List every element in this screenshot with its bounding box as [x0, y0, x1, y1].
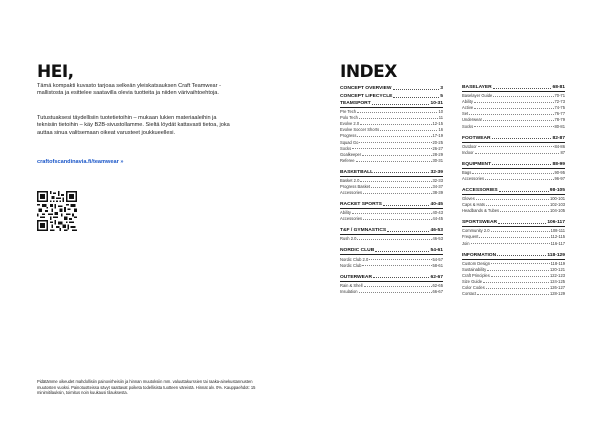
item-pages: 90-95 — [554, 169, 565, 175]
index-section-heading[interactable] — [462, 253, 565, 260]
item-pages: 126-127 — [549, 284, 565, 290]
item-pages: 54-57 — [432, 256, 443, 262]
index-section-heading[interactable] — [462, 136, 565, 143]
item-pages: 108-111 — [550, 228, 565, 234]
index-section — [340, 228, 443, 241]
item-pages: 102-103 — [549, 202, 565, 208]
index-item[interactable] — [340, 157, 443, 163]
item-label: Accessories — [462, 175, 485, 181]
item-label: Goalkeeper — [340, 151, 362, 157]
item-pages: 118-119 — [550, 260, 565, 266]
index-section — [340, 170, 443, 195]
index-item[interactable] — [340, 215, 443, 221]
index-section-heading[interactable] — [340, 228, 443, 235]
item-label: Active — [462, 105, 474, 111]
index-title: INDEX — [340, 62, 397, 82]
dot-leader — [483, 282, 549, 283]
dot-leader — [471, 243, 550, 244]
item-pages: 40-43 — [432, 210, 443, 216]
item-label: Contact — [462, 291, 477, 297]
item-pages: 58-61 — [432, 262, 443, 268]
index-section-heading[interactable] — [340, 93, 443, 100]
dot-leader — [486, 205, 549, 206]
index-item[interactable] — [462, 290, 565, 296]
item-label: Underwear — [462, 117, 483, 123]
section-pages: 82-87 — [552, 135, 565, 141]
index-section — [462, 220, 565, 245]
item-label: Frequent — [462, 234, 479, 240]
dot-leader — [356, 161, 432, 162]
section-label: ACCESSORIES — [462, 187, 498, 193]
item-pages: 100-101 — [549, 196, 565, 202]
index-item[interactable] — [462, 207, 565, 213]
section-label: TEAMSPORT — [340, 101, 371, 106]
item-pages: 20-25 — [432, 139, 443, 145]
dot-leader — [363, 193, 431, 194]
footer-disclaimer: Pidätämme oikeudet mahdollisiin painovirheisiin ja hinnan muutoksiin mm. valuuttakurssien tai raaka-ainekustannusten muutosten vuoksi. Painotuotteissa sävyt saattavat poiketa todellisista tuotteen väreistä. Hinnat alv. 0%. Kauppaehdot: 15 minimitilauksin, toimitus noin kuukausi tilauksesta. — [37, 379, 256, 396]
section-label: BASELAYER — [462, 85, 492, 90]
dot-leader — [483, 120, 553, 121]
section-pages: 118-129 — [547, 252, 565, 258]
dot-leader — [375, 251, 429, 252]
dot-leader — [387, 231, 429, 232]
dot-leader — [498, 223, 546, 224]
item-label: Socks — [462, 123, 474, 129]
dot-leader — [374, 172, 429, 173]
section-label: OUTERWEAR — [340, 274, 372, 280]
index-section — [340, 202, 443, 221]
dot-leader — [499, 191, 549, 192]
item-label: Sustainability — [462, 266, 487, 272]
item-label: Insulation — [340, 288, 358, 294]
index-section-heading[interactable] — [340, 85, 443, 92]
dot-leader — [357, 136, 431, 137]
dot-leader — [362, 265, 431, 266]
dot-leader — [383, 205, 430, 206]
dot-leader — [360, 124, 431, 125]
index-section-heading[interactable] — [340, 248, 443, 255]
item-label: Baselayer Guide — [462, 93, 493, 99]
dot-leader — [477, 294, 549, 295]
item-label: Ability — [462, 99, 473, 105]
index-section — [340, 85, 443, 92]
intro-paragraph-2: Tutustuaksesi täydellisiin tuotetietoihin – mukaan lukien materiaaleihin ja teknisiin tietoihin – käy B2B-sivustollamme. Sieltä löydät kattavasti tietoa, joka auttaa sinua valitsemaan oikeat varusteet joukkueellesi. — [37, 115, 230, 136]
item-pages: 38-39 — [432, 190, 443, 196]
item-label: Set — [462, 111, 469, 117]
item-pages: 72-73 — [554, 99, 565, 105]
dot-leader — [491, 263, 550, 264]
item-label: Polo Tech — [340, 115, 358, 121]
dot-leader — [359, 142, 431, 143]
item-label: Community 2.0 — [462, 228, 490, 234]
item-label: Craft Principles — [462, 272, 490, 278]
item-label: Indoor — [462, 149, 474, 155]
index-section-heading[interactable] — [340, 275, 443, 282]
dot-leader — [492, 138, 552, 139]
item-pages: 96-97 — [554, 175, 565, 181]
item-pages: 30-31 — [432, 157, 443, 163]
item-label: Bags — [462, 169, 472, 175]
index-item[interactable] — [340, 235, 443, 241]
dot-leader — [486, 288, 549, 289]
section-label: CONCEPT OVERVIEW — [340, 86, 392, 91]
item-pages: 12-15 — [432, 121, 443, 127]
dot-leader — [487, 270, 549, 271]
item-label: Nordic Club 2.0 — [340, 256, 369, 262]
item-label: Socks — [340, 145, 352, 151]
index-section-heading[interactable] — [340, 202, 443, 209]
dot-leader — [372, 104, 430, 105]
section-pages: 106-117 — [547, 220, 565, 226]
section-label: RACKET SPORTS — [340, 202, 382, 208]
index-section — [462, 253, 565, 297]
item-label: Custom Design — [462, 260, 490, 266]
dot-leader — [373, 277, 430, 278]
item-label: Evolve Soccer Shorts — [340, 127, 380, 133]
item-pages: 120-121 — [549, 266, 565, 272]
teamwear-link[interactable]: craftofscandinavia.fi/teamwear » — [37, 159, 124, 165]
qr-code-icon[interactable] — [37, 191, 77, 231]
dot-leader — [357, 239, 431, 240]
item-pages: 80-81 — [554, 123, 565, 129]
dot-leader — [469, 114, 553, 115]
item-label: Squad Go — [340, 139, 359, 145]
item-label: Referee — [340, 157, 355, 163]
item-label: Join — [462, 240, 470, 246]
item-label: Color Codes — [462, 284, 485, 290]
section-label: FOOTWEAR — [462, 135, 491, 141]
section-pages: 32-39 — [430, 169, 443, 175]
dot-leader — [500, 211, 549, 212]
item-pages: 28-29 — [432, 151, 443, 157]
dot-leader — [485, 179, 553, 180]
index-section — [462, 85, 565, 129]
item-pages: 128-129 — [549, 291, 565, 297]
item-pages: 16 — [438, 127, 443, 133]
intro-paragraph-1: Tämä kompakti kuvasto tarjoaa selkeän yleiskatsauksen Craft Teamwear -mallistosta ja esittelee saatavilla olevia tuotteita ja niiden värivaihtoehtoja. — [37, 83, 221, 97]
section-pages: 40-45 — [430, 202, 443, 208]
dot-leader — [359, 118, 438, 119]
index-section — [462, 188, 565, 213]
section-pages: 88-99 — [552, 161, 565, 167]
section-pages: 98-105 — [549, 187, 565, 193]
index-section-heading[interactable] — [340, 101, 443, 108]
dot-leader — [474, 126, 553, 127]
section-label: CONCEPT LIFECYCLE — [340, 94, 393, 99]
section-pages: 68-81 — [552, 85, 565, 90]
item-label: Gloves — [462, 196, 475, 202]
item-pages: 112-115 — [550, 234, 565, 240]
dot-leader — [497, 255, 546, 256]
dot-leader — [371, 187, 431, 188]
item-pages: 84-86 — [554, 143, 565, 149]
item-label: Accessories — [340, 216, 363, 222]
item-pages: 104-105 — [549, 208, 565, 214]
section-pages: 5 — [440, 94, 443, 99]
index-item[interactable] — [340, 288, 443, 294]
dot-leader — [472, 173, 553, 174]
dot-leader — [360, 181, 431, 182]
dot-leader — [491, 231, 550, 232]
section-pages: 46-53 — [430, 228, 443, 234]
index-section-heading[interactable] — [462, 188, 565, 195]
page-title-hei: HEI, — [37, 62, 74, 82]
item-label: Caps & Hats — [462, 202, 485, 208]
section-label: INFORMATION — [462, 252, 497, 258]
item-label: Pre Tech — [340, 109, 357, 115]
index-section — [462, 136, 565, 155]
section-label: BASKETBALL — [340, 169, 374, 175]
index-section — [340, 275, 443, 294]
dot-leader — [352, 213, 432, 214]
item-pages: 66-67 — [432, 288, 443, 294]
item-pages: 78-79 — [554, 117, 565, 123]
item-label: Size Guide — [462, 278, 483, 284]
dot-leader — [493, 96, 553, 97]
dot-leader — [393, 89, 440, 90]
dot-leader — [369, 259, 431, 260]
dot-leader — [475, 153, 560, 154]
item-pages: 87 — [560, 149, 565, 155]
index-item[interactable] — [462, 122, 565, 128]
dot-leader — [491, 276, 549, 277]
index-item[interactable] — [340, 189, 443, 195]
dot-leader — [359, 292, 432, 293]
item-label: Progress Basket — [340, 184, 371, 190]
item-label: Outdoor — [462, 143, 477, 149]
section-label: T&F / GYMNASTICS — [340, 228, 387, 234]
index-section-heading[interactable] — [340, 170, 443, 177]
index-item[interactable] — [462, 149, 565, 155]
item-pages: 124-125 — [549, 278, 565, 284]
item-pages: 17-19 — [432, 133, 443, 139]
item-label: Ability — [340, 210, 351, 216]
section-pages: 3 — [440, 86, 443, 91]
section-label: EQUIPMENT — [462, 161, 492, 167]
item-pages: 62-65 — [432, 282, 443, 288]
dot-leader — [476, 199, 549, 200]
index-right-column — [462, 85, 565, 303]
item-pages: 116-117 — [550, 240, 565, 246]
item-pages: 76-77 — [554, 111, 565, 117]
item-pages: 34-37 — [432, 184, 443, 190]
section-label: NORDIC CLUB — [340, 248, 375, 254]
item-label: Progress — [340, 133, 357, 139]
dot-leader — [363, 219, 431, 220]
dot-leader — [393, 97, 439, 98]
item-pages: 74-75 — [554, 105, 565, 111]
dot-leader — [364, 286, 432, 287]
dot-leader — [352, 148, 431, 149]
item-label: Rain & Shell — [340, 282, 363, 288]
section-pages: 62-67 — [430, 274, 443, 280]
dot-leader — [474, 108, 553, 109]
item-pages: 70-71 — [554, 93, 565, 99]
index-section-heading[interactable] — [462, 220, 565, 227]
index-section-heading[interactable] — [462, 162, 565, 169]
index-section-heading[interactable] — [462, 85, 565, 92]
dot-leader — [474, 102, 554, 103]
index-left-column — [340, 85, 443, 301]
item-pages: 122-123 — [549, 272, 565, 278]
item-label: Basket 2.0 — [340, 177, 360, 183]
index-item[interactable] — [462, 175, 565, 181]
index-section — [340, 93, 443, 100]
dot-leader — [479, 237, 549, 238]
item-pages: 44-45 — [432, 216, 443, 222]
index-section — [462, 162, 565, 181]
index-section — [340, 248, 443, 267]
item-pages: 46-53 — [432, 236, 443, 242]
dot-leader — [380, 130, 437, 131]
item-pages: 32-33 — [432, 177, 443, 183]
item-label: Headbands & Tubes — [462, 208, 500, 214]
index-section — [340, 101, 443, 163]
item-label: Rush 2.0 — [340, 236, 357, 242]
section-pages: 54-61 — [430, 248, 443, 254]
item-pages: 26-27 — [432, 145, 443, 151]
item-label: Evolve 2.0 — [340, 121, 360, 127]
section-label: SPORTSWEAR — [462, 220, 498, 226]
item-pages: 10 — [438, 109, 443, 115]
index-item[interactable] — [462, 239, 565, 245]
section-pages: 10-31 — [430, 101, 443, 106]
item-pages: 11 — [438, 115, 443, 121]
item-label: Accessories — [340, 190, 363, 196]
dot-leader — [493, 88, 552, 89]
dot-leader — [492, 164, 551, 165]
dot-leader — [362, 155, 431, 156]
item-label: Nordic Club — [340, 262, 362, 268]
dot-leader — [478, 146, 554, 147]
dot-leader — [357, 112, 437, 113]
index-item[interactable] — [340, 262, 443, 268]
